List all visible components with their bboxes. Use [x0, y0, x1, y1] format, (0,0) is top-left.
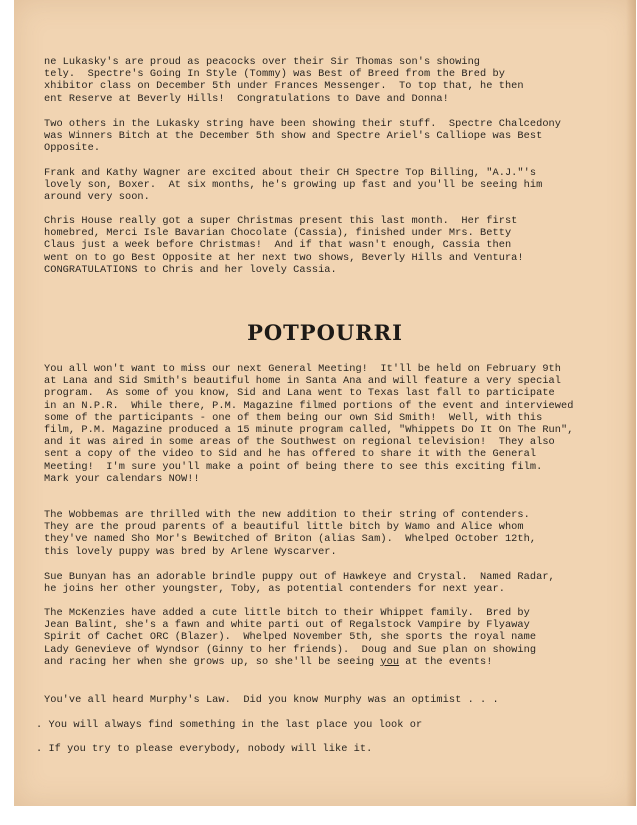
text-line: Chris House really got a super Christmas present this last month. Her first [44, 215, 518, 227]
text-line: some of the participants - one of them being our own Sid Smith! Well, with this [44, 411, 543, 424]
text-line: Frank and Kathy Wagner are excited about their CH Spectre Top Billing, "A.J."'s [44, 167, 537, 179]
text-line: Lady Genevieve of Wyndsor (Ginny to her friends). Doug and Sue plan on showing [44, 643, 537, 656]
text-line: Opposite. [44, 142, 101, 155]
lukasky-string-paragraph [44, 118, 564, 155]
text-line: Spirit of Cachet ORC (Blazer). Whelped November 5th, she sports the royal name [44, 631, 537, 644]
text-line-last [44, 656, 564, 668]
text-line: You all won't want to miss our next General Meeting! It'll be held on February 9th [44, 363, 562, 375]
text-line: Meeting! I'm sure you'll make a point of being there to see this exciting film. [44, 460, 543, 473]
text-line: film, P.M. Magazine produced a 15 minute program called, "Whippets Do It On The Run", [44, 424, 574, 437]
text-line: . If you try to please everybody, nobody will like it. [36, 743, 373, 755]
underlined-word: you [380, 655, 400, 668]
text-line: went on to go Best Opposite at her next two shows, Beverly Hills and Ventura! [44, 251, 524, 264]
text-line: around very soon. [44, 191, 150, 204]
murphy-intro [44, 694, 564, 706]
text-line: he joins her other youngster, Toby, as potential contenders for next year. [44, 583, 505, 596]
bunyan-paragraph [44, 571, 564, 595]
newsletter-page [14, 0, 636, 806]
text-line: Jean Balint, she's a fawn and white parti out of Regalstock Vampire by Flyaway [44, 619, 530, 632]
text-line: at Lana and Sid Smith's beautiful home in Santa Ana and will feature a very special [44, 375, 562, 388]
text-line: The Wobbemas are thrilled with the new addition to their string of contenders. [44, 509, 530, 521]
text-line: CONGRATULATIONS to Chris and her lovely Cassia. [44, 263, 337, 276]
text-line: They are the proud parents of a beautiful little bitch by Wamo and Alice whom [44, 521, 524, 534]
text-line: and it was aired in some areas of the Southwest on regional television! They also [44, 436, 555, 449]
text-line: sent a copy of the video to Sid and he has offered to share it with the General [44, 448, 537, 461]
text-line: Mark your calendars NOW!! [44, 472, 200, 485]
text-line: this lovely puppy was bred by Arlene Wyscarver. [44, 545, 337, 558]
house-paragraph [44, 215, 564, 276]
text-line: tely. Spectre's Going In Style (Tommy) was Best of Breed from the Bred by [44, 68, 505, 81]
text-line: they've named Sho Mor's Bewitched of Briton (alias Sam). Whelped October 12th, [44, 533, 537, 546]
text-line: homebred, Merci Isle Bavarian Chocolate (Cassia), finished under Mrs. Betty [44, 227, 512, 240]
text-line: The McKenzies have added a cute little bitch to their Whippet family. Bred by [44, 607, 530, 619]
lukasky-paragraph [44, 56, 564, 105]
general-meeting-paragraph [44, 363, 574, 485]
text-line: ne Lukasky's are proud as peacocks over their Sir Thomas son's showing [44, 56, 481, 68]
murphy-item-2 [36, 743, 556, 755]
text-line: in an N.P.R. While there, P.M. Magazine filmed portions of the event and interviewed [44, 399, 574, 412]
text-line: You've all heard Murphy's Law. Did you know Murphy was an optimist . . . [44, 694, 499, 706]
text-fragment: and racing her when she grows up, so she'll be seeing [44, 655, 381, 668]
text-line: Claus just a week before Christmas! And if that wasn't enough, Cassia then [44, 239, 512, 252]
text-line: program. As some of you know, Sid and Lana went to Texas last fall to participate [44, 387, 555, 400]
text-line: lovely son, Boxer. At six months, he's growing up fast and you'll be seeing him [44, 179, 543, 192]
text-line: was Winners Bitch at the December 5th show and Spectre Ariel's Calliope was Best [44, 130, 543, 143]
text-fragment: at the events! [399, 655, 493, 668]
text-line: ent Reserve at Beverly Hills! Congratulations to Dave and Donna! [44, 92, 449, 105]
wobbema-paragraph [44, 509, 564, 558]
mckenzie-paragraph [44, 607, 564, 668]
section-title: POTPOURRI [247, 320, 403, 345]
murphy-item-1 [36, 719, 556, 731]
text-line: Two others in the Lukasky string have been showing their stuff. Spectre Chalcedony [44, 118, 562, 130]
wagner-paragraph [44, 167, 564, 204]
text-line: . You will always find something in the last place you look or [36, 719, 423, 731]
text-line: xhibitor class on December 5th under Frances Messenger. To top that, he then [44, 80, 524, 93]
text-line: Sue Bunyan has an adorable brindle puppy out of Hawkeye and Crystal. Named Radar, [44, 571, 555, 583]
